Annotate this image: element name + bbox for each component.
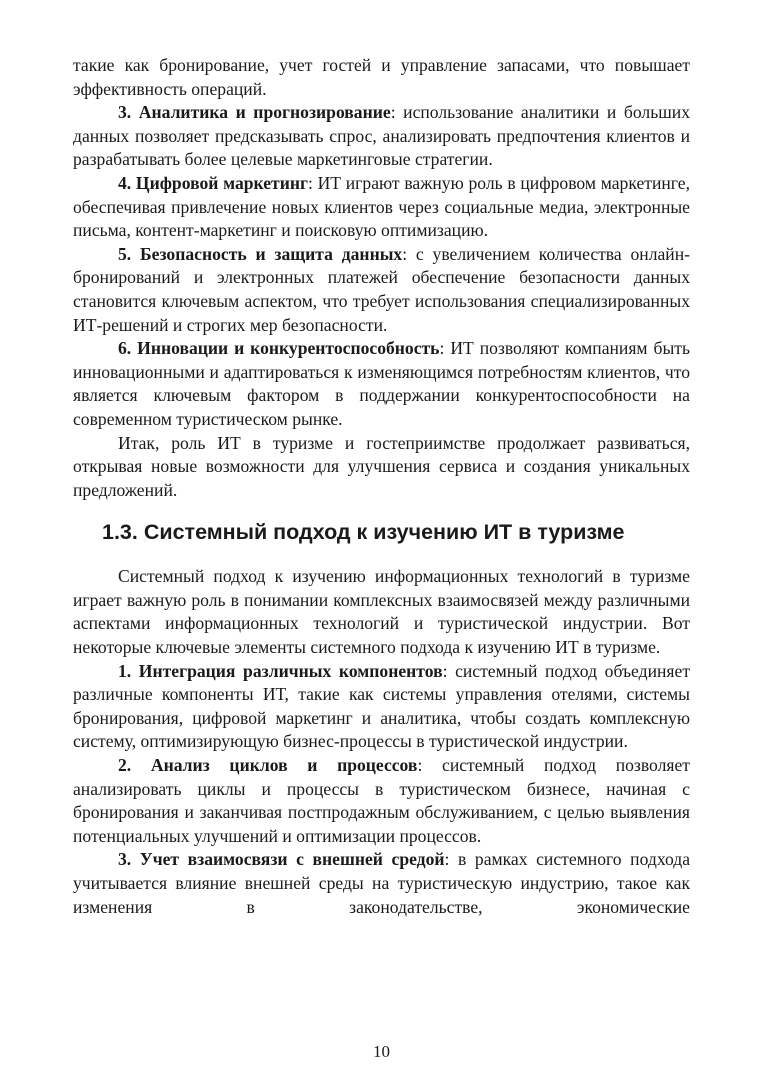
list-text: : ИТ играют важную роль в цифровом маркетинге, обеспечивая привлечение новых клиентов через социальные медиа, электронные письма, контент-маркетинг и поисковую оптимизацию. [73, 172, 690, 241]
list-text: : ИТ позволяют компаниям быть инновационными и адаптироваться к изменяющимся потребностям клиентов, что является ключевым фактором в поддержании конкурентоспособности на современном туристическом рынке. [73, 338, 690, 429]
section-heading: 1.3. Системный подход к изучению ИТ в туризме [102, 520, 625, 545]
section-heading-wrap [102, 518, 690, 546]
list-text: : системный подход позволяет анализировать циклы и процессы в туристическом бизнесе, начиная с бронирования и заканчивая постпродажным обслуживанием, с целью выявления потенциальных улучшений и оптимизации процессов. [73, 755, 690, 846]
list-item-cycles [73, 754, 690, 848]
list-text: : использование аналитики и больших данных позволяет предсказывать спрос, анализировать предпочтения клиентов и разрабатывать более целевые маркетинговые стратегии. [73, 102, 690, 170]
list-term: 3. Аналитика и прогнозирование [118, 102, 391, 123]
paragraph-intro: Системный подход к изучению информационных технологий в туризме играет важную роль в понимании комплексных взаимосвязей между различными аспектами информационных технологий и туристической индустрии. Вот некоторые ключевые элементы системного подхода к изучению ИТ в туризме. [73, 566, 690, 658]
paragraph: такие как бронирование, учет гостей и управление запасами, что повышает эффективность операций. [73, 55, 690, 99]
list-term: 4. Цифровой маркетинг [118, 172, 308, 193]
section-1-3 [73, 565, 690, 919]
list-term: 5. Безопасность и защита данных [118, 243, 403, 264]
list-term: 1. Интеграция различных компонентов [118, 660, 443, 681]
list-term: 2. Анализ циклов и процессов [118, 755, 418, 776]
section-continuation [73, 54, 690, 502]
list-term: 6. Инновации и конкурентоспособность [118, 338, 440, 359]
list-item-analytics [73, 101, 690, 172]
list-item-digital-marketing [73, 172, 690, 243]
list-text: : в рамках системного подхода учитывается влияние внешней среды на туристическую индустрию, такое как изменения в законодательстве, экономические [73, 849, 691, 917]
paragraph-conclusion: Итак, роль ИТ в туризме и гостеприимстве продолжает развиваться, открывая новые возможности для улучшения сервиса и создания уникальных предложений. [73, 432, 690, 500]
page-number: 10 [373, 1042, 390, 1061]
list-text: : системный подход объединяет различные компоненты ИТ, такие как системы управления отелями, системы бронирования, цифровой маркетинг и аналитика, чтобы создать комплексную систему, оптимизирующую бизнес-процессы в туристической индустрии. [73, 660, 691, 752]
list-item-environment [73, 848, 690, 919]
list-item-innovation [73, 337, 690, 431]
list-item-security [73, 243, 690, 337]
list-term: 3. Учет взаимосвязи с внешней средой [118, 849, 445, 870]
list-text: : с увеличением количества онлайн-бронирований и электронных платежей обеспечение безопасности данных становится ключевым аспектом, что требует использования специализированных ИТ-решений и строгих мер безопасности. [73, 243, 690, 335]
page-body [73, 54, 690, 919]
list-item-integration [73, 660, 690, 754]
